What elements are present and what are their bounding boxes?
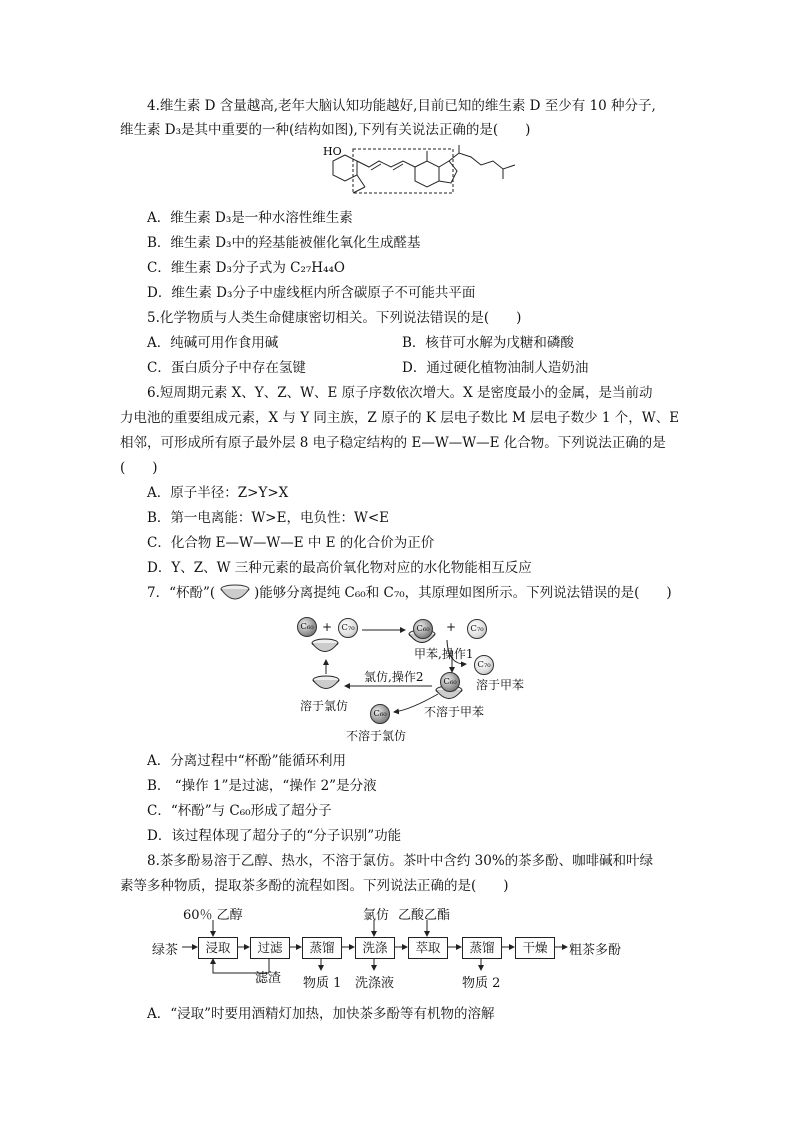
q5-stem: 5.化学物质与人类生命健康密切相关。下列说法错误的是( ) xyxy=(147,310,522,326)
step-distill-1: 蒸馏 xyxy=(302,937,342,959)
q5-option-a: A．纯碱可用作食用碱 xyxy=(147,335,279,351)
step-leach: 浸取 xyxy=(198,937,238,959)
q6-option-c: C．化合物 E—W—W—E 中 E 的化合价为正价 xyxy=(147,535,435,551)
q4-option-a: A．维生素 D₃是一种水溶性维生素 xyxy=(147,210,353,226)
q6-option-a: A．原子半径：Z>Y>X xyxy=(147,485,289,501)
wash-liquid-label: 洗涤液 xyxy=(355,976,395,991)
q4-stem-line2: 维生素 D₃是其中重要的一种(结构如图),下列有关说法正确的是( ) xyxy=(120,122,531,138)
q4-option-c: C．维生素 D₃分子式为 C₂₇H₄₄O xyxy=(147,260,345,276)
c60-in-bowl-icon: C₆₀ xyxy=(413,619,433,639)
reagent-ethyl-acetate: 乙酸乙酯 xyxy=(398,908,451,923)
plus-sign: + xyxy=(322,620,333,634)
step-extract: 萃取 xyxy=(408,937,448,959)
q7-option-d: D．该过程体现了超分子的“分子识别”功能 xyxy=(147,828,402,844)
c70-ball-icon: C₇₀ xyxy=(338,618,358,638)
step-distill-2: 蒸馏 xyxy=(462,937,502,959)
q7-option-c: C．“杯酚”与 C₆₀形成了超分子 xyxy=(147,803,332,819)
q7-stem-b: )能够分离提纯 C₆₀和 C₇₀，其原理如图所示。下列说法错误的是( ) xyxy=(254,585,672,601)
flow-end: 粗茶多酚 xyxy=(569,943,622,958)
plus-sign-2: + xyxy=(446,620,457,634)
q5-option-b: B．核苷可水解为戊糖和磷酸 xyxy=(402,335,574,351)
insoluble-chloroform-label: 不溶于氯仿 xyxy=(346,729,407,743)
hydroxyl-label: HO xyxy=(323,145,342,158)
step-filter: 过滤 xyxy=(250,937,290,959)
q6-stem-line2: 力电池的重要组成元素，X 与 Y 同主族，Z 原子的 K 层电子数比 M 层电子数少 1 个，W、E xyxy=(120,410,680,426)
op1-label: 甲苯,操作1 xyxy=(414,647,474,661)
q8-option-a: A．“浸取”时要用酒精灯加热，加快茶多酚等有机物的溶解 xyxy=(147,1006,495,1022)
dissolve-chloroform-label: 溶于氯仿 xyxy=(300,699,349,713)
q4-stem-line1: 4.维生素 D 含量越高,老年大脑认知功能越好,目前已知的维生素 D 至少有 10 种分子, xyxy=(147,98,656,114)
step-wash: 洗涤 xyxy=(355,937,395,959)
q6-stem-line4: ( ) xyxy=(120,460,158,476)
q7-option-b: B． “操作 1”是过滤，“操作 2”是分液 xyxy=(147,778,377,794)
q4-option-d: D．维生素 D₃分子中虚线框内所含碳原子不可能共平面 xyxy=(147,285,476,301)
q8-stem-line2: 素等多种物质，提取茶多酚的流程如图。下列说法正确的是( ) xyxy=(120,878,509,894)
q4-option-b: B．维生素 D₃中的羟基能被催化氧化生成醛基 xyxy=(147,235,421,251)
c60-ball-icon: C₆₀ xyxy=(297,617,317,637)
step-dry: 干燥 xyxy=(515,937,555,959)
flow-start: 绿茶 xyxy=(152,943,179,958)
q8-stem-line1: 8.茶多酚易溶于乙醇、热水，不溶于氯仿。茶叶中含约 30%的茶多酚、咖啡碱和叶绿 xyxy=(147,853,654,869)
q5-option-c: C．蛋白质分子中存在氢键 xyxy=(147,360,306,376)
c70-ball-icon-2: C₇₀ xyxy=(467,619,487,639)
dissolve-toluene-label: 溶于甲苯 xyxy=(476,678,525,692)
insoluble-toluene-label: 不溶于甲苯 xyxy=(424,705,485,719)
substance2-label: 物质 2 xyxy=(462,976,501,991)
q7-stem-a: 7．“杯酚”( xyxy=(147,585,216,601)
c60-in-bowl-icon-2: C₆₀ xyxy=(440,672,460,692)
q6-stem-line3: 相邻，可形成所有原子最外层 8 电子稳定结构的 E—W—W—E 化合物。下列说法正确的是 xyxy=(120,435,666,451)
q6-option-b: B．第一电离能：W>E，电负性：W<E xyxy=(147,510,390,526)
q6-stem-line1: 6.短周期元素 X、Y、Z、W、E 原子序数依次增大。X 是密度最小的金属，是当前动 xyxy=(147,385,653,401)
op2-label: 氯仿,操作2 xyxy=(364,670,424,684)
c70-dissolved-icon: C₇₀ xyxy=(474,655,494,675)
q7-option-a: A．分离过程中“杯酚”能循环利用 xyxy=(147,753,347,769)
q5-option-d: D．通过硬化植物油制人造奶油 xyxy=(402,360,589,376)
reagent-ethanol: 60％ 乙醇 xyxy=(183,908,243,923)
q6-option-d: D．Y、Z、W 三种元素的最高价氧化物对应的水化物能相互反应 xyxy=(147,560,532,576)
residue-label: 滤渣 xyxy=(255,971,282,986)
reagent-chloroform: 氯仿 xyxy=(363,908,390,923)
substance1-label: 物质 1 xyxy=(303,976,342,991)
c60-free-icon: C₆₀ xyxy=(370,704,390,724)
